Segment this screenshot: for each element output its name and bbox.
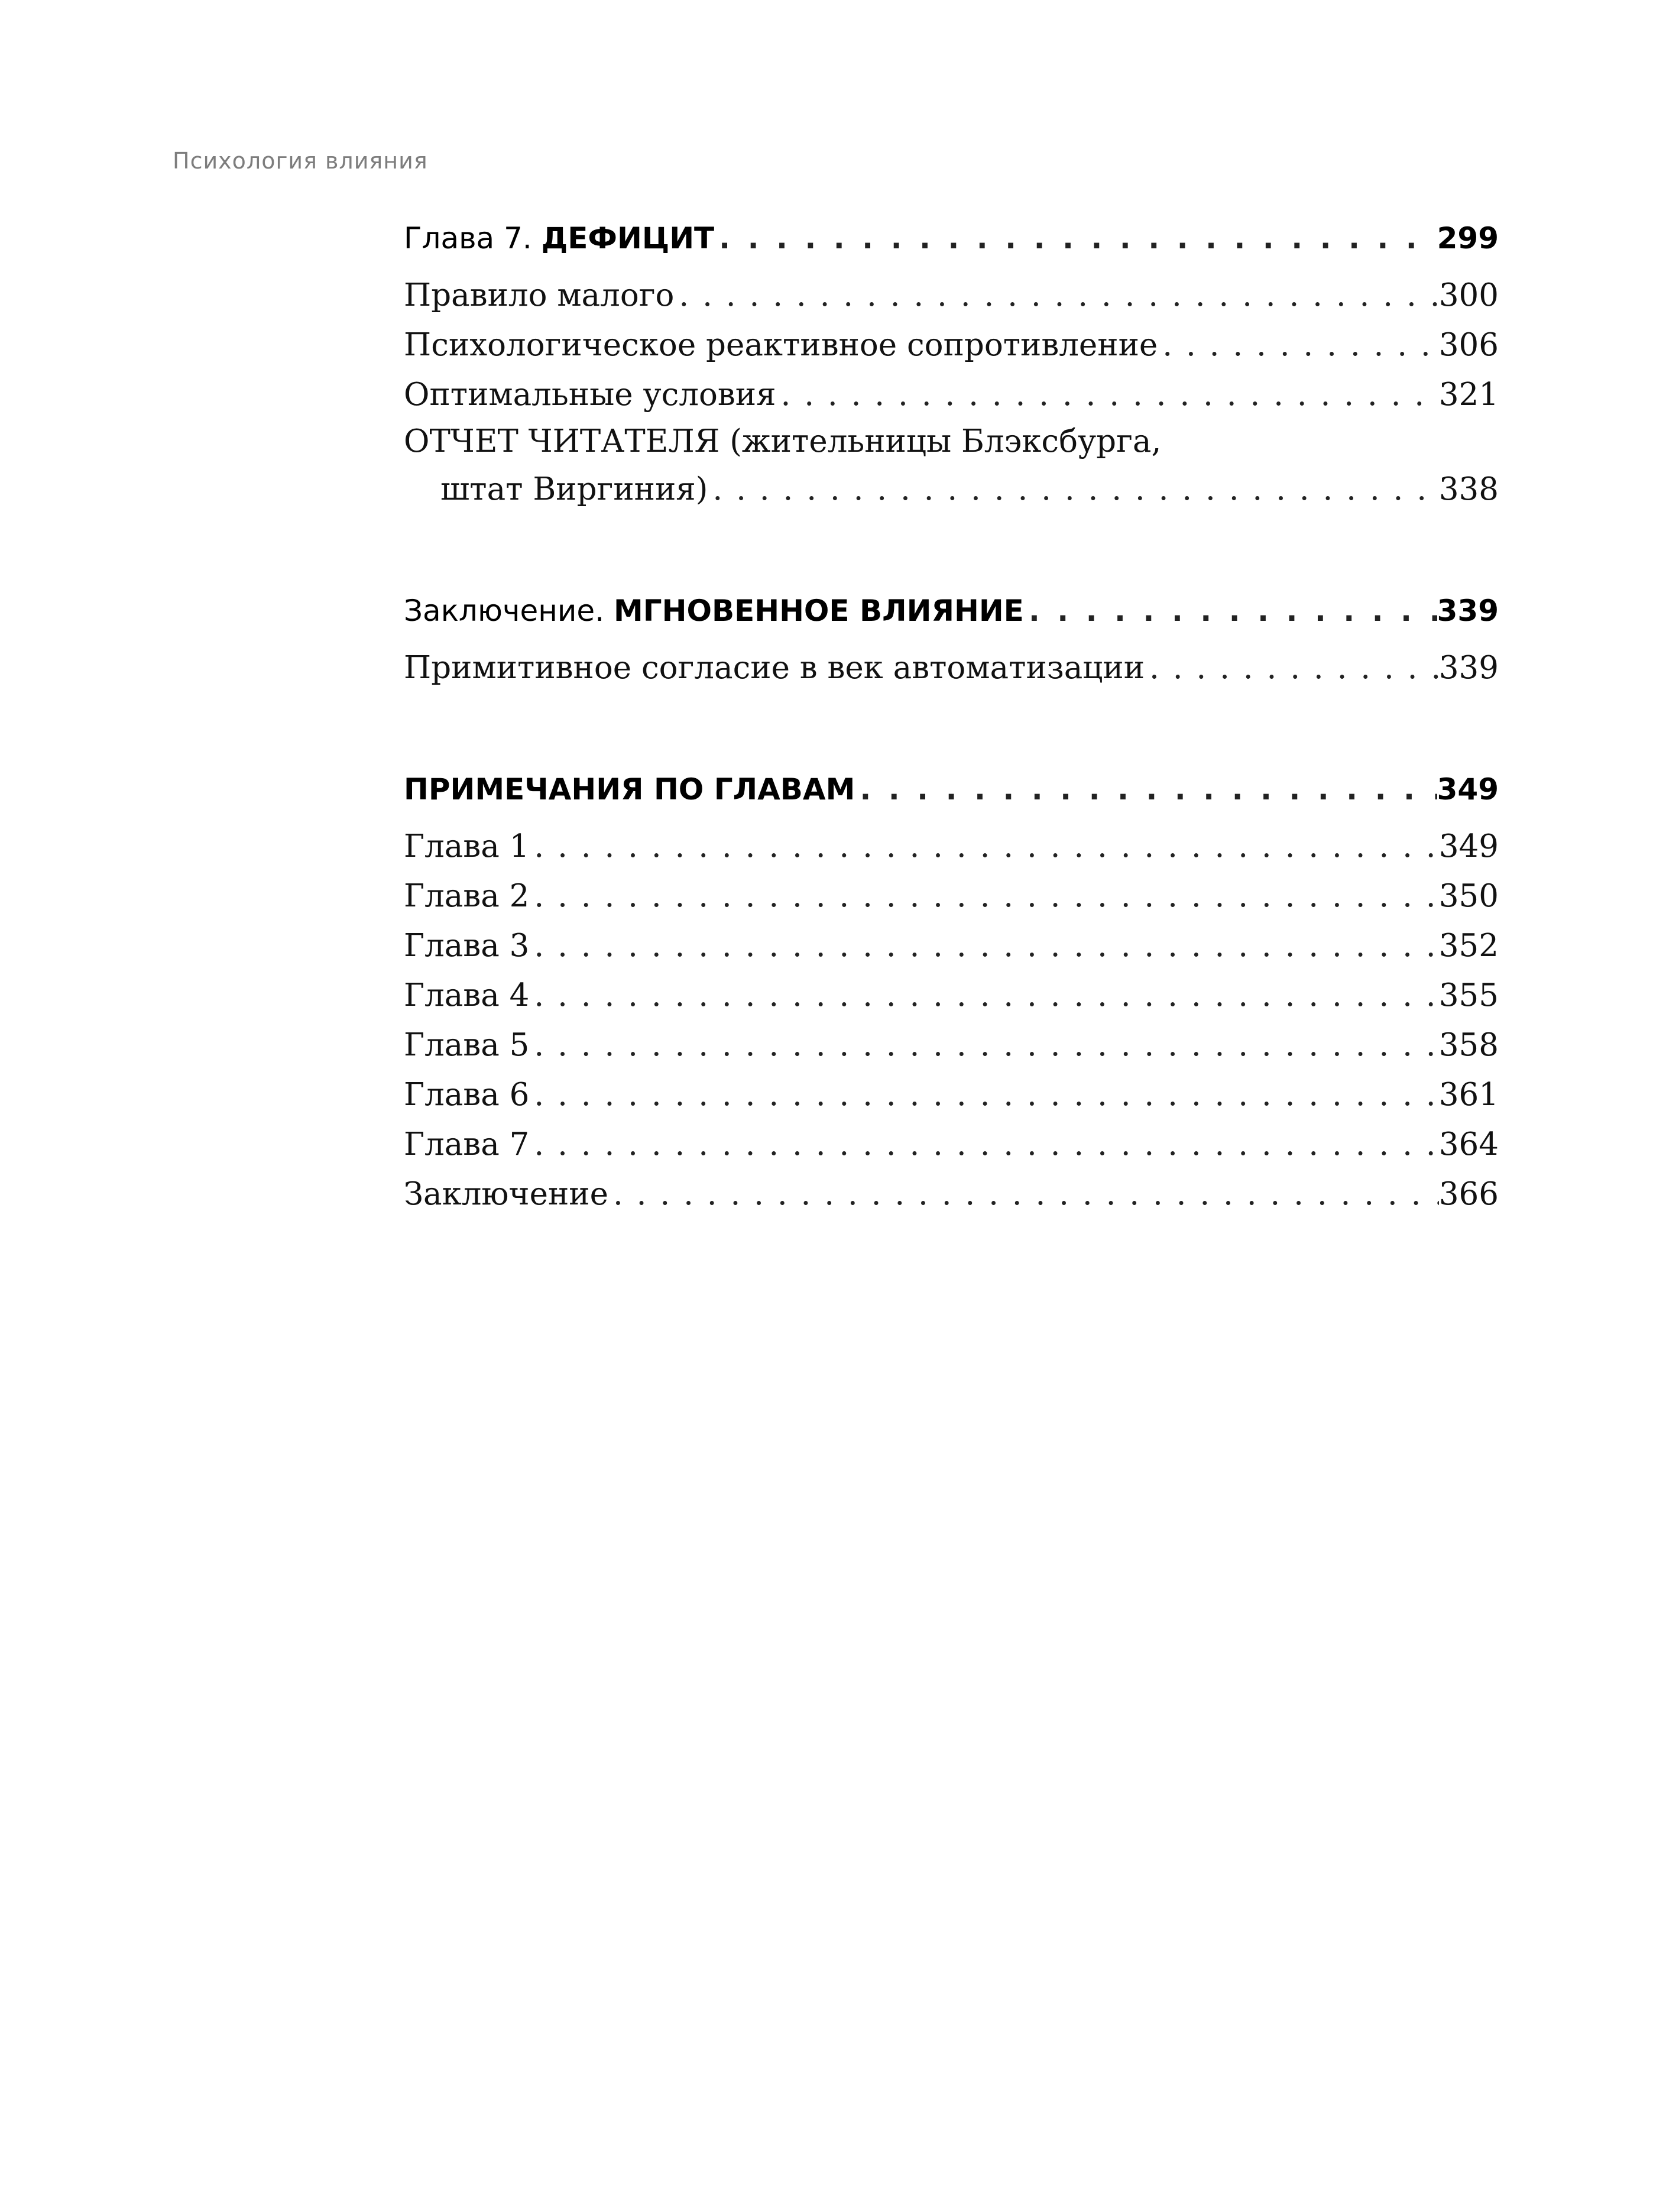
entry-title: Глава 4 — [404, 977, 530, 1013]
entry-title: Глава 2 — [404, 878, 530, 914]
page-number: 349 — [1437, 772, 1499, 807]
entry-title: Глава 3 — [404, 928, 530, 964]
toc-entry-reader-report[interactable] — [404, 420, 1499, 514]
page-number: 364 — [1438, 1126, 1499, 1162]
entry-title-line2: штат Виргиния) — [440, 471, 708, 507]
section-name: ДЕФИЦИТ — [541, 221, 715, 255]
dot-leader — [714, 213, 1437, 264]
page-number: 300 — [1438, 277, 1499, 313]
section-title — [404, 213, 714, 264]
section-prefix: Заключение. — [404, 594, 605, 628]
table-of-contents — [404, 213, 1499, 1219]
dot-leader — [855, 764, 1437, 815]
dot-leader — [1145, 643, 1439, 693]
page-number: 358 — [1438, 1027, 1499, 1063]
toc-section-conclusion[interactable] — [404, 585, 1499, 636]
page-number: 339 — [1438, 650, 1499, 686]
toc-entry[interactable] — [404, 320, 1499, 370]
toc-section-notes[interactable] — [404, 764, 1499, 815]
section-name: МГНОВЕННОЕ ВЛИЯНИЕ — [614, 594, 1024, 628]
dot-leader — [529, 1120, 1438, 1170]
toc-entry[interactable] — [404, 370, 1499, 420]
toc-entry[interactable] — [404, 1170, 1499, 1219]
page-number: 338 — [1438, 471, 1499, 507]
toc-entry[interactable] — [404, 971, 1499, 1021]
toc-section-chapter7[interactable] — [404, 213, 1499, 264]
entry-title: Оптимальные условия — [404, 377, 776, 413]
page-number: 361 — [1438, 1077, 1499, 1113]
page-number: 339 — [1437, 594, 1499, 628]
page-number: 350 — [1438, 878, 1499, 914]
dot-leader — [1158, 320, 1439, 370]
entry-title: Глава 7 — [404, 1126, 530, 1162]
entry-title: Заключение — [404, 1176, 608, 1212]
toc-entry[interactable] — [404, 1120, 1499, 1170]
entry-title: Психологическое реактивное сопротивление — [404, 327, 1158, 363]
entry-title: Глава 1 — [404, 828, 530, 864]
dot-leader — [529, 1070, 1438, 1120]
page-number: 321 — [1438, 377, 1499, 413]
entry-title-line1: ОТЧЕТ ЧИТАТЕЛЯ (жительницы Блэксбурга, — [404, 423, 1162, 459]
section-prefix: Глава 7. — [404, 221, 532, 255]
toc-entry[interactable] — [404, 1070, 1499, 1120]
dot-leader — [608, 1170, 1439, 1219]
toc-entry[interactable] — [404, 271, 1499, 320]
page-number: 352 — [1438, 928, 1499, 964]
running-head: Психология влияния — [173, 148, 428, 174]
section-title — [404, 585, 1024, 636]
toc-entry[interactable] — [404, 921, 1499, 971]
page-number: 306 — [1438, 327, 1499, 363]
page-number: 299 — [1437, 221, 1499, 255]
toc-entry[interactable] — [404, 822, 1499, 872]
page-number: 355 — [1438, 977, 1499, 1013]
dot-leader — [776, 370, 1439, 420]
page-number: 349 — [1438, 828, 1499, 864]
dot-leader — [674, 271, 1438, 320]
entry-title: Правило малого — [404, 277, 675, 313]
dot-leader — [529, 1021, 1438, 1070]
entry-title: Примитивное согласие в век автоматизации — [404, 650, 1145, 686]
toc-entry[interactable] — [404, 643, 1499, 693]
entry-title: Глава 5 — [404, 1027, 530, 1063]
dot-leader — [1024, 585, 1437, 636]
dot-leader — [708, 465, 1438, 514]
entry-title: Глава 6 — [404, 1077, 530, 1113]
dot-leader — [529, 921, 1438, 971]
dot-leader — [529, 971, 1438, 1021]
toc-entry[interactable] — [404, 1021, 1499, 1070]
toc-entry[interactable] — [404, 872, 1499, 921]
section-name: ПРИМЕЧАНИЯ ПО ГЛАВАМ — [404, 772, 855, 807]
page-number: 366 — [1438, 1176, 1499, 1212]
dot-leader — [529, 872, 1438, 921]
dot-leader — [529, 822, 1438, 872]
